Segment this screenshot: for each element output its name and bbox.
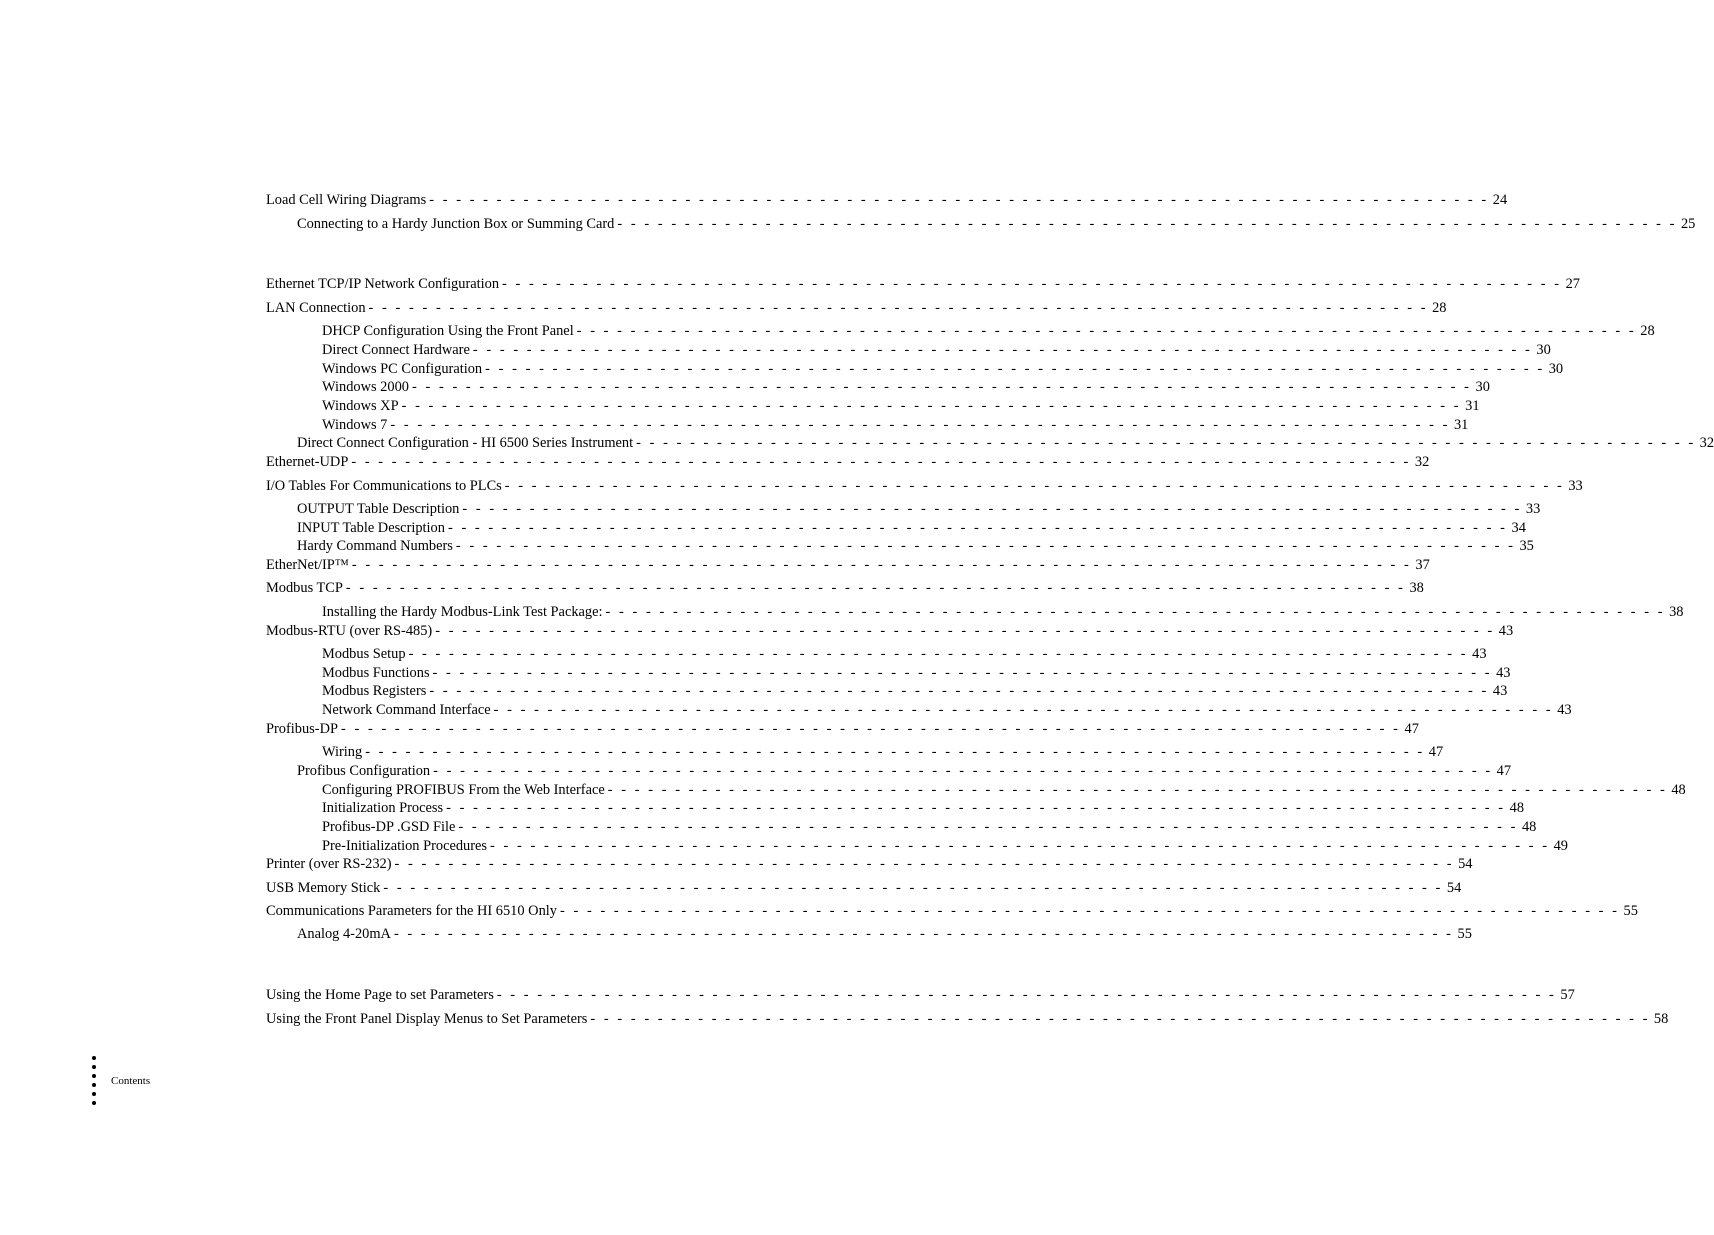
toc-leader-dots: - - - - - - - - - - - - - - - - - - - - - - - - - - - - - - - - - - - - - - - - - - - - - - - - - - - - - - - - - - - - - - - - - - - - - - - - - - - - - - - xyxy=(351,454,1411,470)
toc-entry[interactable] xyxy=(266,902,1638,921)
toc-entry[interactable] xyxy=(322,781,1686,800)
toc-leader-dots: - - - - - - - - - - - - - - - - - - - - - - - - - - - - - - - - - - - - - - - - - - - - - - - - - - - - - - - - - - - - - - - - - - - - - - - - - - - - - - - xyxy=(446,800,1506,816)
toc-leader-dots: - - - - - - - - - - - - - - - - - - - - - - - - - - - - - - - - - - - - - - - - - - - - - - - - - - - - - - - - - - - - - - - - - - - - - - - - - - - - - - - xyxy=(408,646,1469,662)
toc-entry-page: 27 xyxy=(1565,276,1580,292)
toc-leader-dots: - - - - - - - - - - - - - - - - - - - - - - - - - - - - - - - - - - - - - - - - - - - - - - - - - - - - - - - - - - - - - - - - - - - - - - - - - - - - - - - xyxy=(432,665,1493,681)
toc-entry-title: Modbus Setup xyxy=(322,646,406,662)
toc-entry[interactable] xyxy=(266,720,1419,739)
toc-entry-title: Modbus Registers xyxy=(322,683,427,699)
toc-leader-dots: - - - - - - - - - - - - - - - - - - - - - - - - - - - - - - - - - - - - - - - - - - - - - - - - - - - - - - - - - - - - - - - - - - - - - - - - - - - - - - - xyxy=(447,520,1508,536)
toc-entry-title: Ethernet TCP/IP Network Configuration xyxy=(266,276,500,292)
footer-dot xyxy=(92,1065,96,1069)
toc-entry-title: Using the Front Panel Display Menus to Set Parameters xyxy=(266,1011,588,1027)
toc-leader-dots: - - - - - - - - - - - - - - - - - - - - - - - - - - - - - - - - - - - - - - - - - - - - - - - - - - - - - - - - - - - - - - - - - - - - - - - - - - - - - - - xyxy=(559,903,1620,919)
toc-entry-page: 30 xyxy=(1475,379,1490,395)
toc-entry[interactable] xyxy=(322,818,1537,837)
toc-entry-title: OUTPUT Table Description xyxy=(297,501,460,517)
toc-entry-title: Modbus Functions xyxy=(322,665,430,681)
toc-entry-page: 25 xyxy=(1680,216,1696,232)
toc-entry-title: Direct Connect Hardware xyxy=(322,342,470,358)
toc-leader-dots: - - - - - - - - - - - - - - - - - - - - - - - - - - - - - - - - - - - - - - - - - - - - - - - - - - - - - - - - - - - - - - - - - - - - - - - - - - - - - - - xyxy=(455,538,1516,554)
toc-entry[interactable] xyxy=(322,701,1572,720)
footer-dot xyxy=(92,1056,96,1060)
toc-entry[interactable] xyxy=(322,743,1444,762)
toc-entry-title: Modbus-RTU (over RS-485) xyxy=(266,623,433,639)
toc-entry-page: 55 xyxy=(1623,903,1638,919)
toc-leader-dots: - - - - - - - - - - - - - - - - - - - - - - - - - - - - - - - - - - - - - - - - - - - - - - - - - - - - - - - - - - - - - - - - - - - - - - - - - - - - - - - xyxy=(490,838,1550,854)
toc-entry-page: 28 xyxy=(1640,323,1655,339)
toc-leader-dots: - - - - - - - - - - - - - - - - - - - - - - - - - - - - - - - - - - - - - - - - - - - - - - - - - - - - - - - - - - - - - - - - - - - - - - - - - - - - - - - xyxy=(605,604,1666,620)
toc-entry-title: Communications Parameters for the HI 6510 Only xyxy=(266,903,557,919)
toc-leader-dots: - - - - - - - - - - - - - - - - - - - - - - - - - - - - - - - - - - - - - - - - - - - - - - - - - - - - - - - - - - - - - - - - - - - - - - - - - - - - - - - xyxy=(411,379,1472,395)
toc-entry[interactable] xyxy=(266,579,1424,598)
toc-entry-title: Windows 7 xyxy=(322,417,388,433)
toc-entry[interactable] xyxy=(322,341,1551,360)
toc-leader-dots: - - - - - - - - - - - - - - - - - - - - - - - - - - - - - - - - - - - - - - - - - - - - - - - - - - - - - - - - - - - - - - - - - - - - - - - - - - - - - - - xyxy=(340,721,1401,737)
toc-leader-dots: - - - - - - - - - - - - - - - - - - - - - - - - - - - - - - - - - - - - - - - - - - - - - - - - - - - - - - - - - - - - - - - - - - - - - - - - - - - - - - - xyxy=(435,623,1495,639)
toc-leader-dots: - - - - - - - - - - - - - - - - - - - - - - - - - - - - - - - - - - - - - - - - - - - - - - - - - - - - - - - - - - - - - - - - - - - - - - - - - - - - - - - xyxy=(390,417,1450,433)
toc-entry-page: 30 xyxy=(1548,361,1564,377)
toc-entry[interactable] xyxy=(266,855,1473,874)
footer-dot xyxy=(92,1092,96,1096)
toc-entry[interactable] xyxy=(266,191,1508,210)
toc-leader-dots: - - - - - - - - - - - - - - - - - - - - - - - - - - - - - - - - - - - - - - - - - - - - - - - - - - - - - - - - - - - - - - - - - - - - - - - - - - - - - - - xyxy=(345,580,1406,596)
toc-entry[interactable] xyxy=(266,299,1447,318)
toc-entry-title: Configuring PROFIBUS From the Web Interface xyxy=(322,782,605,798)
toc-entry[interactable] xyxy=(266,986,1575,1005)
toc-entry-page: 58 xyxy=(1653,1011,1669,1027)
toc-leader-dots: - - - - - - - - - - - - - - - - - - - - - - - - - - - - - - - - - - - - - - - - - - - - - - - - - - - - - - - - - - - - - - - - - - - - - - - - - - - - - - - xyxy=(394,856,1455,872)
toc-entry-page: 47 xyxy=(1428,744,1444,760)
toc-entry-title: Using the Home Page to set Parameters xyxy=(266,987,494,1003)
toc-entry-title: DHCP Configuration Using the Front Panel xyxy=(322,323,574,339)
toc-entry[interactable] xyxy=(297,537,1534,556)
toc-entry-page: 43 xyxy=(1472,646,1487,662)
toc-entry-title: Windows XP xyxy=(322,398,399,414)
toc-entry[interactable] xyxy=(266,453,1430,472)
toc-entry-page: 32 xyxy=(1414,454,1430,470)
toc-entry[interactable] xyxy=(322,799,1525,818)
toc-entry-title: Pre-Initialization Procedures xyxy=(322,838,488,854)
toc-entry-title: Analog 4-20mA xyxy=(297,926,391,942)
toc-leader-dots: - - - - - - - - - - - - - - - - - - - - - - - - - - - - - - - - - - - - - - - - - - - - - - - - - - - - - - - - - - - - - - - - - - - - - - - - - - - - - - - xyxy=(365,744,1425,760)
footer-section-label: Contents xyxy=(111,1075,151,1087)
toc-entry[interactable] xyxy=(266,556,1430,575)
toc-entry-title: Profibus Configuration xyxy=(297,763,431,779)
toc-entry-title: Wiring xyxy=(322,744,363,760)
toc-leader-dots: - - - - - - - - - - - - - - - - - - - - - - - - - - - - - - - - - - - - - - - - - - - - - - - - - - - - - - - - - - - - - - - - - - - - - - - - - - - - - - - xyxy=(472,342,1533,358)
toc-entry[interactable] xyxy=(322,416,1469,435)
toc-leader-dots: - - - - - - - - - - - - - - - - - - - - - - - - - - - - - - - - - - - - - - - - - - - - - - - - - - - - - - - - - - - - - - - - - - - - - - - - - - - - - - - xyxy=(617,216,1677,232)
toc-entry-page: 43 xyxy=(1492,683,1508,699)
toc-entry-title: Profibus-DP .GSD File xyxy=(322,819,456,835)
toc-leader-dots: - - - - - - - - - - - - - - - - - - - - - - - - - - - - - - - - - - - - - - - - - - - - - - - - - - - - - - - - - - - - - - - - - - - - - - - - - - - - - - - xyxy=(485,361,1545,377)
toc-entry-title: Connecting to a Hardy Junction Box or Summing Card xyxy=(297,216,615,232)
toc-entry[interactable] xyxy=(322,397,1480,416)
toc-entry-title: Initialization Process xyxy=(322,800,444,816)
toc-entry-title: Installing the Hardy Modbus-Link Test Package: xyxy=(322,604,603,620)
toc-entry-title: EtherNet/IP™ xyxy=(266,557,349,573)
toc-entry-page: 38 xyxy=(1669,604,1684,620)
toc-entry[interactable] xyxy=(266,477,1583,496)
footer-dot xyxy=(92,1074,96,1078)
toc-entry[interactable] xyxy=(322,682,1508,701)
toc-entry[interactable] xyxy=(322,322,1655,341)
toc-entry[interactable] xyxy=(297,215,1696,234)
toc-entry-title: Windows PC Configuration xyxy=(322,361,483,377)
toc-entry-page: 55 xyxy=(1457,926,1472,942)
toc-entry-title: Printer (over RS-232) xyxy=(266,856,392,872)
toc-entry[interactable] xyxy=(297,434,1714,453)
toc-entry[interactable] xyxy=(322,360,1564,379)
toc-entry-page: 28 xyxy=(1432,300,1447,316)
toc-leader-dots: - - - - - - - - - - - - - - - - - - - - - - - - - - - - - - - - - - - - - - - - - - - - - - - - - - - - - - - - - - - - - - - - - - - - - - - - - - - - - - - xyxy=(368,300,1429,316)
toc-entry-title: Hardy Command Numbers xyxy=(297,538,453,554)
toc-entry-page: 35 xyxy=(1519,538,1534,554)
toc-entry-page: 48 xyxy=(1521,819,1537,835)
toc-entry[interactable] xyxy=(322,603,1684,622)
toc-entry-page: 47 xyxy=(1496,763,1512,779)
toc-entry-page: 24 xyxy=(1492,192,1508,208)
toc-leader-dots: - - - - - - - - - - - - - - - - - - - - - - - - - - - - - - - - - - - - - - - - - - - - - - - - - - - - - - - - - - - - - - - - - - - - - - - - - - - - - - - xyxy=(401,398,1462,414)
toc-entry-page: 31 xyxy=(1453,417,1469,433)
toc-entry-page: 43 xyxy=(1498,623,1514,639)
toc-entry-page: 47 xyxy=(1404,721,1419,737)
toc-entry[interactable] xyxy=(266,1010,1669,1029)
toc-leader-dots: - - - - - - - - - - - - - - - - - - - - - - - - - - - - - - - - - - - - - - - - - - - - - - - - - - - - - - - - - - - - - - - - - - - - - - - - - - - - - - - xyxy=(351,557,1412,573)
toc-entry-page: 38 xyxy=(1409,580,1424,596)
toc-entry-page: 30 xyxy=(1536,342,1551,358)
toc-leader-dots: - - - - - - - - - - - - - - - - - - - - - - - - - - - - - - - - - - - - - - - - - - - - - - - - - - - - - - - - - - - - - - - - - - - - - - - - - - - - - - - xyxy=(393,926,1454,942)
footer-dot-column xyxy=(92,1056,98,1110)
toc-entry-title: LAN Connection xyxy=(266,300,366,316)
toc-entry-title: Ethernet-UDP xyxy=(266,454,349,470)
toc-entry-page: 43 xyxy=(1496,665,1511,681)
toc-leader-dots: - - - - - - - - - - - - - - - - - - - - - - - - - - - - - - - - - - - - - - - - - - - - - - - - - - - - - - - - - - - - - - - - - - - - - - - - - - - - - - - xyxy=(433,763,1493,779)
toc-entry-title: Direct Connect Configuration - HI 6500 Series Instrument xyxy=(297,435,634,451)
toc-entry[interactable] xyxy=(322,645,1487,664)
toc-leader-dots: - - - - - - - - - - - - - - - - - - - - - - - - - - - - - - - - - - - - - - - - - - - - - - - - - - - - - - - - - - - - - - - - - - - - - - - - - - - - - - - xyxy=(458,819,1518,835)
toc-leader-dots: - - - - - - - - - - - - - - - - - - - - - - - - - - - - - - - - - - - - - - - - - - - - - - - - - - - - - - - - - - - - - - - - - - - - - - - - - - - - - - - xyxy=(607,782,1668,798)
toc-entry[interactable] xyxy=(297,519,1526,538)
toc-entry-page: 33 xyxy=(1568,478,1583,494)
toc-entry-page: 33 xyxy=(1525,501,1541,517)
footer-dot xyxy=(92,1101,96,1105)
toc-entry-page: 48 xyxy=(1509,800,1525,816)
toc-entry[interactable] xyxy=(266,879,1462,898)
toc-entry-title: Modbus TCP xyxy=(266,580,343,596)
toc-entry-page: 34 xyxy=(1511,520,1526,536)
toc-entry[interactable] xyxy=(297,500,1541,519)
toc-entry-page: 43 xyxy=(1557,702,1572,718)
toc-leader-dots: - - - - - - - - - - - - - - - - - - - - - - - - - - - - - - - - - - - - - - - - - - - - - - - - - - - - - - - - - - - - - - - - - - - - - - - - - - - - - - - xyxy=(576,323,1637,339)
toc-leader-dots: - - - - - - - - - - - - - - - - - - - - - - - - - - - - - - - - - - - - - - - - - - - - - - - - - - - - - - - - - - - - - - - - - - - - - - - - - - - - - - - xyxy=(383,880,1443,896)
toc-leader-dots: - - - - - - - - - - - - - - - - - - - - - - - - - - - - - - - - - - - - - - - - - - - - - - - - - - - - - - - - - - - - - - - - - - - - - - - - - - - - - - - xyxy=(504,478,1565,494)
toc-leader-dots: - - - - - - - - - - - - - - - - - - - - - - - - - - - - - - - - - - - - - - - - - - - - - - - - - - - - - - - - - - - - - - - - - - - - - - - - - - - - - - - xyxy=(590,1011,1650,1027)
toc-entry-title: Windows 2000 xyxy=(322,379,409,395)
toc-entry[interactable] xyxy=(266,275,1580,294)
toc-entry-title: Network Command Interface xyxy=(322,702,491,718)
toc-entry[interactable] xyxy=(297,925,1472,944)
toc-entry-title: Load Cell Wiring Diagrams xyxy=(266,192,427,208)
toc-leader-dots: - - - - - - - - - - - - - - - - - - - - - - - - - - - - - - - - - - - - - - - - - - - - - - - - - - - - - - - - - - - - - - - - - - - - - - - - - - - - - - - xyxy=(429,683,1489,699)
toc-entry-page: 57 xyxy=(1560,987,1575,1003)
toc-entry-page: 37 xyxy=(1415,557,1430,573)
toc-entry[interactable] xyxy=(322,378,1490,397)
toc-entry-page: 32 xyxy=(1699,435,1714,451)
toc-entry[interactable] xyxy=(297,762,1512,781)
toc-entry-page: 49 xyxy=(1553,838,1568,854)
toc-leader-dots: - - - - - - - - - - - - - - - - - - - - - - - - - - - - - - - - - - - - - - - - - - - - - - - - - - - - - - - - - - - - - - - - - - - - - - - - - - - - - - - xyxy=(496,987,1557,1003)
toc-entry-page: 31 xyxy=(1465,398,1480,414)
toc-entry[interactable] xyxy=(266,622,1514,641)
toc-entry-page: 48 xyxy=(1671,782,1686,798)
toc-entry-title: INPUT Table Description xyxy=(297,520,445,536)
toc-leader-dots: - - - - - - - - - - - - - - - - - - - - - - - - - - - - - - - - - - - - - - - - - - - - - - - - - - - - - - - - - - - - - - - - - - - - - - - - - - - - - - - xyxy=(493,702,1554,718)
toc-entry-page: 54 xyxy=(1458,856,1473,872)
toc-leader-dots: - - - - - - - - - - - - - - - - - - - - - - - - - - - - - - - - - - - - - - - - - - - - - - - - - - - - - - - - - - - - - - - - - - - - - - - - - - - - - - - xyxy=(429,192,1489,208)
toc-leader-dots: - - - - - - - - - - - - - - - - - - - - - - - - - - - - - - - - - - - - - - - - - - - - - - - - - - - - - - - - - - - - - - - - - - - - - - - - - - - - - - - xyxy=(502,276,1562,292)
toc-entry[interactable] xyxy=(322,837,1568,856)
toc-entry-page: 54 xyxy=(1446,880,1462,896)
toc-entry-title: Profibus-DP xyxy=(266,721,338,737)
toc-entry[interactable] xyxy=(322,664,1511,683)
toc-leader-dots: - - - - - - - - - - - - - - - - - - - - - - - - - - - - - - - - - - - - - - - - - - - - - - - - - - - - - - - - - - - - - - - - - - - - - - - - - - - - - - - xyxy=(636,435,1696,451)
toc-entry-title: I/O Tables For Communications to PLCs xyxy=(266,478,502,494)
footer-dot xyxy=(92,1083,96,1087)
toc-leader-dots: - - - - - - - - - - - - - - - - - - - - - - - - - - - - - - - - - - - - - - - - - - - - - - - - - - - - - - - - - - - - - - - - - - - - - - - - - - - - - - - xyxy=(462,501,1522,517)
toc-entry-title: USB Memory Stick xyxy=(266,880,381,896)
